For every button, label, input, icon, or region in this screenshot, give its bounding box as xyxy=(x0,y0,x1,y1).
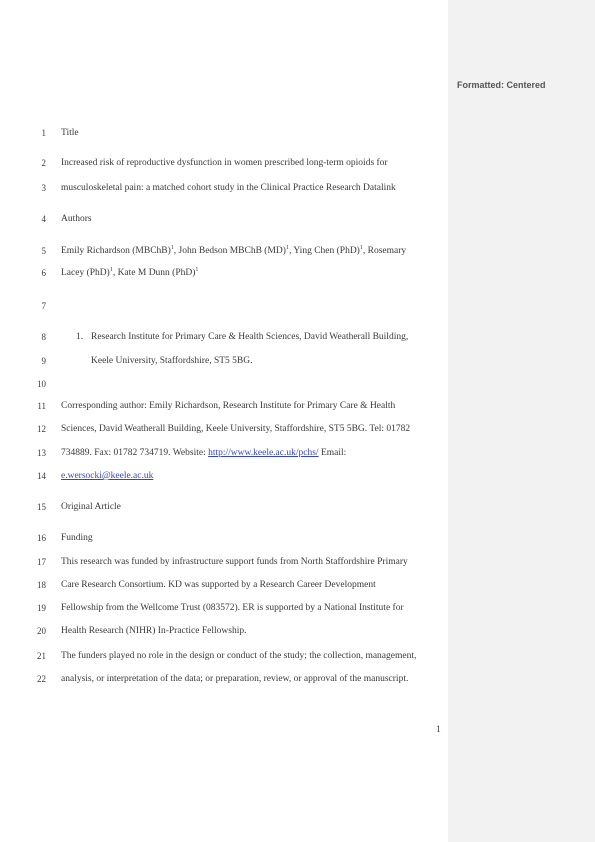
funding-text: Health Research (NIHR) In-Practice Fellowship. xyxy=(61,626,247,636)
funding-text: Care Research Consortium. KD was supported by a Research Career Development xyxy=(61,580,376,590)
affiliation-text: Research Institute for Primary Care & Health Sciences, David Weatherall Building, xyxy=(91,332,409,342)
line-6 xyxy=(0,265,448,281)
line-21 xyxy=(0,648,448,664)
line-number: 4 xyxy=(41,214,46,224)
line-13 xyxy=(0,445,448,461)
corresponding-author-text: Corresponding author: Emily Richardson, Research Institute for Primary Care & Health xyxy=(61,401,396,411)
funding-text: Fellowship from the Wellcome Trust (083572). ER is supported by a National Institute for xyxy=(61,603,404,613)
line-number: 10 xyxy=(37,379,46,389)
line-number: 20 xyxy=(37,626,46,636)
line-number: 8 xyxy=(41,332,46,342)
line-20 xyxy=(0,623,448,639)
line-number: 11 xyxy=(37,401,46,411)
line-number: 1 xyxy=(41,128,46,138)
author-list: Lacey (PhD)$^1$, Kate M Dunn (PhD)$^1$ xyxy=(61,267,199,278)
line-number: 6 xyxy=(41,268,46,278)
line-15 xyxy=(0,499,448,515)
line-number: 9 xyxy=(41,356,46,366)
line-22 xyxy=(0,671,448,687)
line-19 xyxy=(0,600,448,616)
section-title-label: Title xyxy=(61,128,79,138)
page-number: 1 xyxy=(436,725,441,735)
line-number: 18 xyxy=(37,580,46,590)
line-number: 5 xyxy=(41,246,46,256)
list-marker: 1. xyxy=(76,332,84,342)
line-7 xyxy=(0,298,448,314)
article-type: Original Article xyxy=(61,502,121,512)
line-5 xyxy=(0,243,448,259)
line-18 xyxy=(0,577,448,593)
funder-role-text: analysis, or interpretation of the data; or preparation, review, or approval of the manuscript. xyxy=(61,674,409,684)
email-link[interactable]: e.wersocki@keele.ac.uk xyxy=(61,471,154,481)
funding-heading: Funding xyxy=(61,533,93,543)
line-number: 17 xyxy=(37,557,46,567)
funding-text: This research was funded by infrastructure support funds from North Staffordshire Primary xyxy=(61,557,408,567)
affiliation-text: Keele University, Staffordshire, ST5 5BG. xyxy=(91,356,253,366)
line-number: 22 xyxy=(37,674,46,684)
comment-margin-panel xyxy=(448,0,595,842)
line-number: 16 xyxy=(37,533,46,543)
paper-title-line: musculoskeletal pain: a matched cohort study in the Clinical Practice Research Datalink xyxy=(61,183,396,193)
line-number: 14 xyxy=(37,471,46,481)
line-10 xyxy=(0,376,448,392)
authors-label: Authors xyxy=(61,214,92,224)
line-9 xyxy=(0,353,448,369)
line-number: 12 xyxy=(37,424,46,434)
line-number: 13 xyxy=(37,448,46,458)
line-14 xyxy=(0,468,448,484)
line-number: 19 xyxy=(37,603,46,613)
line-16 xyxy=(0,530,448,546)
line-8 xyxy=(0,329,448,345)
corresponding-author-text: Sciences, David Weatherall Building, Keele University, Staffordshire, ST5 5BG. Tel: 01782 xyxy=(61,424,411,434)
line-3 xyxy=(0,180,448,196)
contact-details: 734889. Fax: 01782 734719. Website: http://www.keele.ac.uk/pchs/ Email: xyxy=(61,448,347,458)
line-number: 7 xyxy=(41,301,46,311)
line-number: 15 xyxy=(37,502,46,512)
line-2 xyxy=(0,155,448,171)
website-link[interactable]: http://www.keele.ac.uk/pchs/ xyxy=(208,448,319,458)
author-list: Emily Richardson (MBChB)$^1$, John Bedson MBChB (MD)$^1$, Ying Chen (PhD)$^1$, Rosemary xyxy=(61,245,407,256)
line-number: 3 xyxy=(41,183,46,193)
line-number: 2 xyxy=(41,158,46,168)
line-11 xyxy=(0,398,448,414)
funder-role-text: The funders played no role in the design or conduct of the study; the collection, management, xyxy=(61,651,417,661)
line-17 xyxy=(0,554,448,570)
line-number: 21 xyxy=(37,651,46,661)
paper-title-line: Increased risk of reproductive dysfunction in women prescribed long-term opioids for xyxy=(61,158,388,168)
line-4 xyxy=(0,211,448,227)
line-1 xyxy=(0,125,448,141)
formatting-comment[interactable]: Formatted: Centered xyxy=(457,80,546,90)
line-12 xyxy=(0,421,448,437)
